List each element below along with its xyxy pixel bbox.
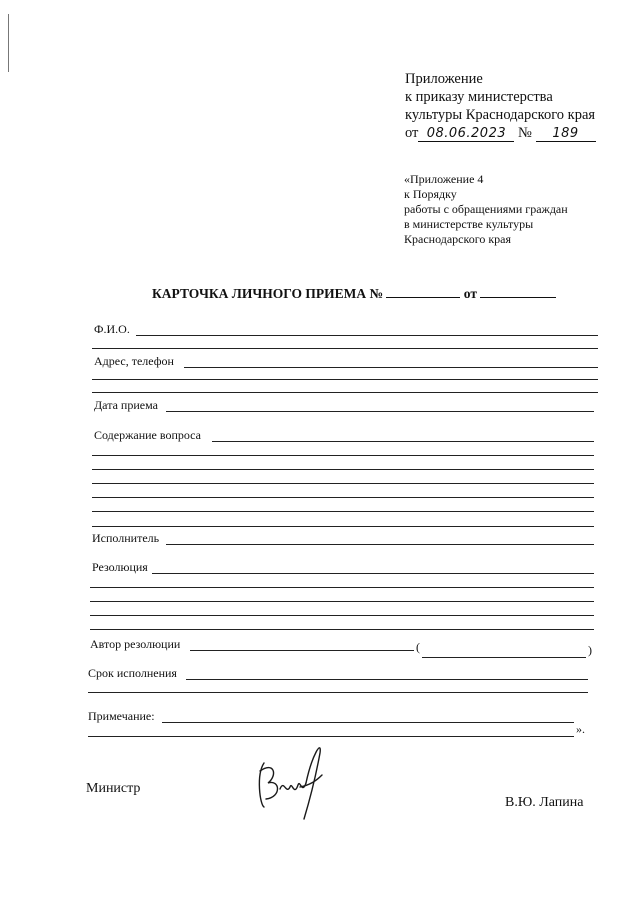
order-date-number-line: [405, 124, 596, 142]
appendix-line-1: Приложение: [405, 71, 483, 87]
reception-date-label: Дата приема: [94, 398, 158, 412]
reception-date-line: [166, 411, 594, 412]
appendix4-line-1: «Приложение 4: [404, 172, 484, 186]
executor-line: [166, 544, 594, 545]
card-title-text: КАРТОЧКА ЛИЧНОГО ПРИЕМА №: [152, 286, 384, 301]
order-date-handwritten: 08.06.2023: [426, 126, 507, 141]
margin-mark: [8, 14, 9, 72]
question-content-line-6: [92, 511, 594, 512]
card-title: [152, 285, 556, 302]
fio-line-2: [92, 348, 598, 349]
question-content-line-2: [92, 455, 594, 456]
resolution-line-2: [90, 587, 594, 588]
appendix4-line-3: работы с обращениями граждан: [404, 202, 568, 216]
deadline-line-2: [88, 692, 588, 693]
minister-signature: [250, 735, 340, 825]
card-number-blank: [386, 285, 460, 298]
order-from-label: от: [405, 125, 419, 141]
question-content-label: Содержание вопроса: [94, 428, 201, 442]
fio-label: Ф.И.О.: [94, 322, 130, 336]
question-content-line-7: [92, 526, 594, 527]
resolution-line-3: [90, 601, 594, 602]
order-date-field: [418, 126, 514, 142]
appendix4-line-4: в министерстве культуры: [404, 217, 534, 231]
question-content-line: [212, 441, 594, 442]
note-end-quote: ».: [576, 722, 585, 736]
resolution-author-label: Автор резолюции: [90, 637, 181, 651]
question-content-line-5: [92, 497, 594, 498]
address-phone-line-3: [92, 392, 598, 393]
appendix-line-2: к приказу министерства: [405, 89, 553, 105]
deadline-label: Срок исполнения: [88, 666, 177, 680]
question-content-line-3: [92, 469, 594, 470]
order-number-sign: №: [518, 125, 532, 141]
resolution-line-4: [90, 615, 594, 616]
address-phone-line-2: [92, 379, 598, 380]
deadline-line: [186, 679, 588, 680]
executor-label: Исполнитель: [92, 531, 160, 545]
address-phone-label: Адрес, телефон: [94, 354, 174, 368]
order-number-handwritten: 189: [552, 126, 579, 141]
resolution-line: [152, 573, 594, 574]
question-content-line-4: [92, 483, 594, 484]
resolution-author-open-paren: (: [416, 640, 420, 654]
resolution-author-line: [190, 650, 414, 651]
appendix4-line-5: Краснодарского края: [404, 232, 512, 246]
card-date-blank: [480, 285, 556, 298]
fio-line: [136, 335, 598, 336]
card-from-label: от: [463, 286, 478, 301]
order-number-field: [536, 126, 596, 142]
resolution-author-name-line: [422, 657, 586, 658]
appendix-header: [405, 70, 596, 142]
minister-name: В.Ю. Лапина: [505, 795, 584, 810]
resolution-author-close-paren: ): [588, 643, 592, 657]
note-label: Примечание:: [88, 709, 155, 723]
address-phone-line: [184, 367, 598, 368]
resolution-line-5: [90, 629, 594, 630]
appendix-line-3: культуры Краснодарского края: [405, 107, 596, 123]
appendix4-line-2: к Порядку: [404, 187, 457, 201]
minister-role: Министр: [86, 781, 141, 796]
note-line: [162, 722, 574, 723]
appendix-4-reference: [404, 172, 568, 247]
resolution-label: Резолюция: [92, 560, 148, 574]
